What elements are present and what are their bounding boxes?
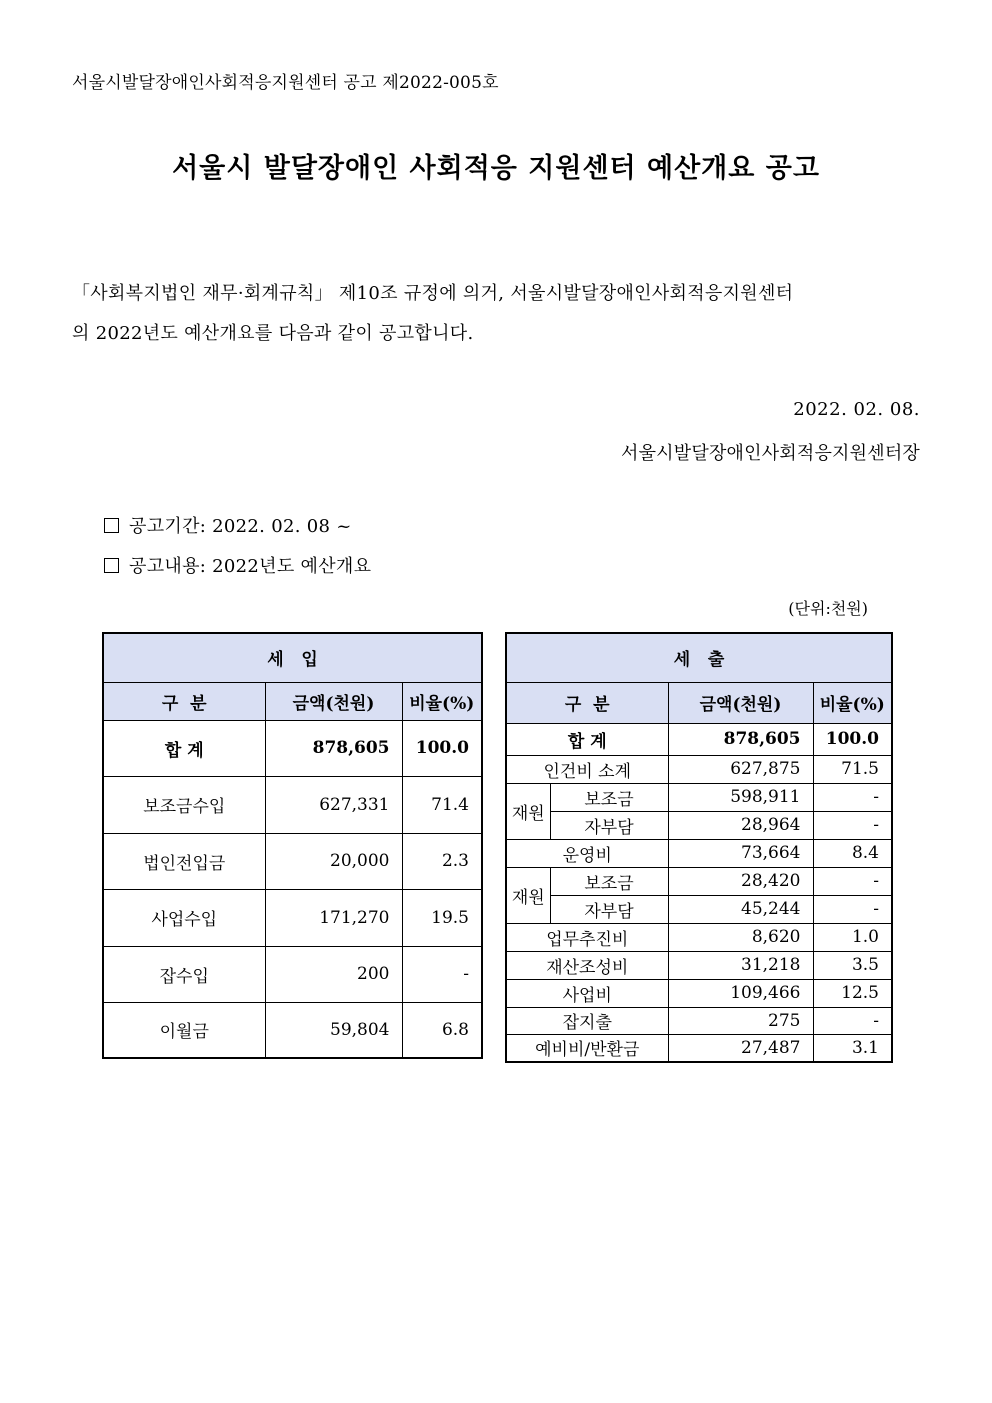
bullet-period-text: 공고기간: 2022. 02. 08 ~ — [129, 516, 352, 537]
income-col-category: 구 분 — [103, 682, 265, 720]
table-row — [506, 979, 892, 1007]
income-table — [102, 632, 483, 1059]
table-row — [103, 946, 482, 1002]
expense-title: 세 출 — [506, 633, 892, 682]
bullet-period — [104, 512, 352, 538]
table-row — [103, 1002, 482, 1058]
income-title-row — [103, 633, 482, 682]
expense-sub-label: 보조금 — [550, 783, 668, 811]
expense-personnel-ratio: 71.5 — [813, 755, 892, 783]
expense-sub-amount: 28,420 — [668, 867, 813, 895]
income-col-ratio: 비율(%) — [402, 682, 482, 720]
expense-table — [505, 632, 893, 1063]
expense-sub-ratio: - — [813, 811, 892, 839]
expense-row-ratio: 3.1 — [813, 1034, 892, 1062]
expense-operating-amount: 73,664 — [668, 839, 813, 867]
expense-row-label: 잡지출 — [506, 1007, 668, 1034]
income-header-row — [103, 682, 482, 720]
checkbox-square-icon — [104, 518, 119, 533]
income-row-label: 사업수입 — [103, 889, 265, 946]
body-text-line-1: 「사회복지법인 재무·회계규칙」 제10조 규정에 의거, 서울시발달장애인사회적응지원센터 — [72, 283, 794, 304]
table-row — [506, 783, 892, 811]
expense-sub-label: 보조금 — [550, 867, 668, 895]
notice-date: 2022. 02. 08. — [793, 399, 920, 420]
expense-total-amount: 878,605 — [668, 723, 813, 755]
expense-sub-ratio: - — [813, 867, 892, 895]
checkbox-square-icon — [104, 558, 119, 573]
income-total-label: 합 계 — [103, 720, 265, 776]
expense-sub-amount: 28,964 — [668, 811, 813, 839]
income-row-ratio: 19.5 — [402, 889, 482, 946]
expense-row-ratio: 1.0 — [813, 923, 892, 951]
expense-title-row — [506, 633, 892, 682]
expense-sub-label: 자부담 — [550, 895, 668, 923]
income-row-ratio: 71.4 — [402, 776, 482, 833]
income-row-ratio: 6.8 — [402, 1002, 482, 1058]
expense-row-label: 업무추진비 — [506, 923, 668, 951]
unit-label: (단위:천원) — [788, 599, 868, 618]
expense-row-ratio: 12.5 — [813, 979, 892, 1007]
bullet-content — [104, 552, 371, 578]
table-row — [506, 895, 892, 923]
income-row-amount: 59,804 — [265, 1002, 402, 1058]
expense-row-amount: 8,620 — [668, 923, 813, 951]
body-text-line-2: 의 2022년도 예산개요를 다음과 같이 공고합니다. — [72, 323, 474, 344]
expense-operating-source: 재원 — [506, 867, 550, 923]
expense-sub-ratio: - — [813, 895, 892, 923]
table-row — [103, 776, 482, 833]
issuer-name: 서울시발달장애인사회적응지원센터장 — [621, 443, 920, 464]
table-row — [506, 1034, 892, 1062]
table-row — [103, 889, 482, 946]
expense-operating-label: 운영비 — [506, 839, 668, 867]
table-row — [506, 839, 892, 867]
expense-personnel-amount: 627,875 — [668, 755, 813, 783]
expense-header-row — [506, 682, 892, 723]
bullet-content-text: 공고내용: 2022년도 예산개요 — [129, 556, 372, 577]
expense-row-label: 예비비/반환금 — [506, 1034, 668, 1062]
table-row — [506, 951, 892, 979]
expense-row-ratio: 3.5 — [813, 951, 892, 979]
income-row-amount: 20,000 — [265, 833, 402, 889]
table-row — [506, 811, 892, 839]
expense-total-row — [506, 723, 892, 755]
income-row-label: 잡수입 — [103, 946, 265, 1002]
expense-row-label: 재산조성비 — [506, 951, 668, 979]
income-row-ratio: - — [402, 946, 482, 1002]
table-row — [506, 755, 892, 783]
expense-row-ratio: - — [813, 1007, 892, 1034]
income-row-ratio: 2.3 — [402, 833, 482, 889]
income-title: 세 입 — [103, 633, 482, 682]
expense-total-ratio: 100.0 — [813, 723, 892, 755]
expense-row-amount: 27,487 — [668, 1034, 813, 1062]
expense-sub-amount: 598,911 — [668, 783, 813, 811]
expense-row-amount: 109,466 — [668, 979, 813, 1007]
expense-col-amount: 금액(천원) — [668, 682, 813, 723]
income-total-amount: 878,605 — [265, 720, 402, 776]
expense-sub-label: 자부담 — [550, 811, 668, 839]
expense-row-amount: 275 — [668, 1007, 813, 1034]
document-title: 서울시 발달장애인 사회적응 지원센터 예산개요 공고 — [172, 153, 820, 184]
income-total-ratio: 100.0 — [402, 720, 482, 776]
notice-number: 서울시발달장애인사회적응지원센터 공고 제2022-005호 — [72, 73, 499, 93]
income-row-label: 보조금수입 — [103, 776, 265, 833]
income-row-amount: 200 — [265, 946, 402, 1002]
income-total-row — [103, 720, 482, 776]
income-row-amount: 171,270 — [265, 889, 402, 946]
expense-operating-ratio: 8.4 — [813, 839, 892, 867]
table-row — [506, 923, 892, 951]
table-row — [506, 867, 892, 895]
expense-row-label: 사업비 — [506, 979, 668, 1007]
income-col-amount: 금액(천원) — [265, 682, 402, 720]
expense-sub-amount: 45,244 — [668, 895, 813, 923]
income-row-amount: 627,331 — [265, 776, 402, 833]
table-row — [506, 1007, 892, 1034]
expense-row-amount: 31,218 — [668, 951, 813, 979]
expense-sub-ratio: - — [813, 783, 892, 811]
expense-col-category: 구 분 — [506, 682, 668, 723]
table-row — [103, 833, 482, 889]
expense-personnel-source: 재원 — [506, 783, 550, 839]
expense-total-label: 합 계 — [506, 723, 668, 755]
income-row-label: 이월금 — [103, 1002, 265, 1058]
income-row-label: 법인전입금 — [103, 833, 265, 889]
expense-col-ratio: 비율(%) — [813, 682, 892, 723]
expense-personnel-label: 인건비 소계 — [506, 755, 668, 783]
